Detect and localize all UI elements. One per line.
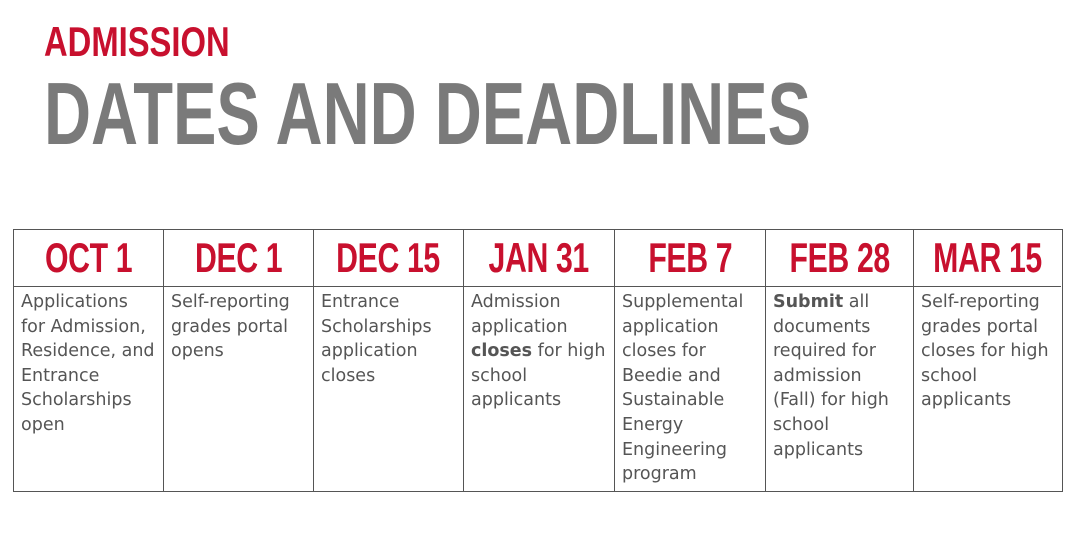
deadline-description: Self-reporting grades portal closes for high school applicants	[921, 292, 1049, 411]
deadline-column	[615, 230, 766, 491]
deadline-date: FEB 7	[615, 230, 765, 287]
deadline-description: Applications for Admission, Residence, and Entrance Scholarships open	[21, 292, 155, 435]
deadline-date: JAN 31	[464, 230, 614, 287]
deadline-column	[464, 230, 615, 491]
deadline-date: OCT 1	[14, 230, 163, 287]
deadline-description: Admission application closes for high school applicants	[471, 292, 606, 411]
deadline-description: Supplemental application closes for Beedie and Sustainable Energy Engineering program	[622, 292, 744, 485]
deadline-column	[14, 230, 164, 491]
page-title: DATES AND DEADLINES	[44, 64, 812, 163]
deadline-description: Submit all documents required for admission (Fall) for high school applicants	[773, 292, 889, 460]
deadline-column	[914, 230, 1061, 491]
deadline-date: DEC 1	[164, 230, 313, 287]
deadline-column	[164, 230, 314, 491]
deadline-date: DEC 15	[314, 230, 463, 287]
section-label: ADMISSION	[44, 18, 230, 65]
deadline-date: FEB 28	[766, 230, 913, 287]
deadlines-table	[13, 229, 1063, 492]
deadline-description: Self-reporting grades portal opens	[171, 292, 290, 362]
deadline-description: Entrance Scholarships application closes	[321, 292, 432, 386]
deadline-column	[766, 230, 914, 491]
deadline-column	[314, 230, 464, 491]
deadline-date: MAR 15	[914, 230, 1061, 287]
